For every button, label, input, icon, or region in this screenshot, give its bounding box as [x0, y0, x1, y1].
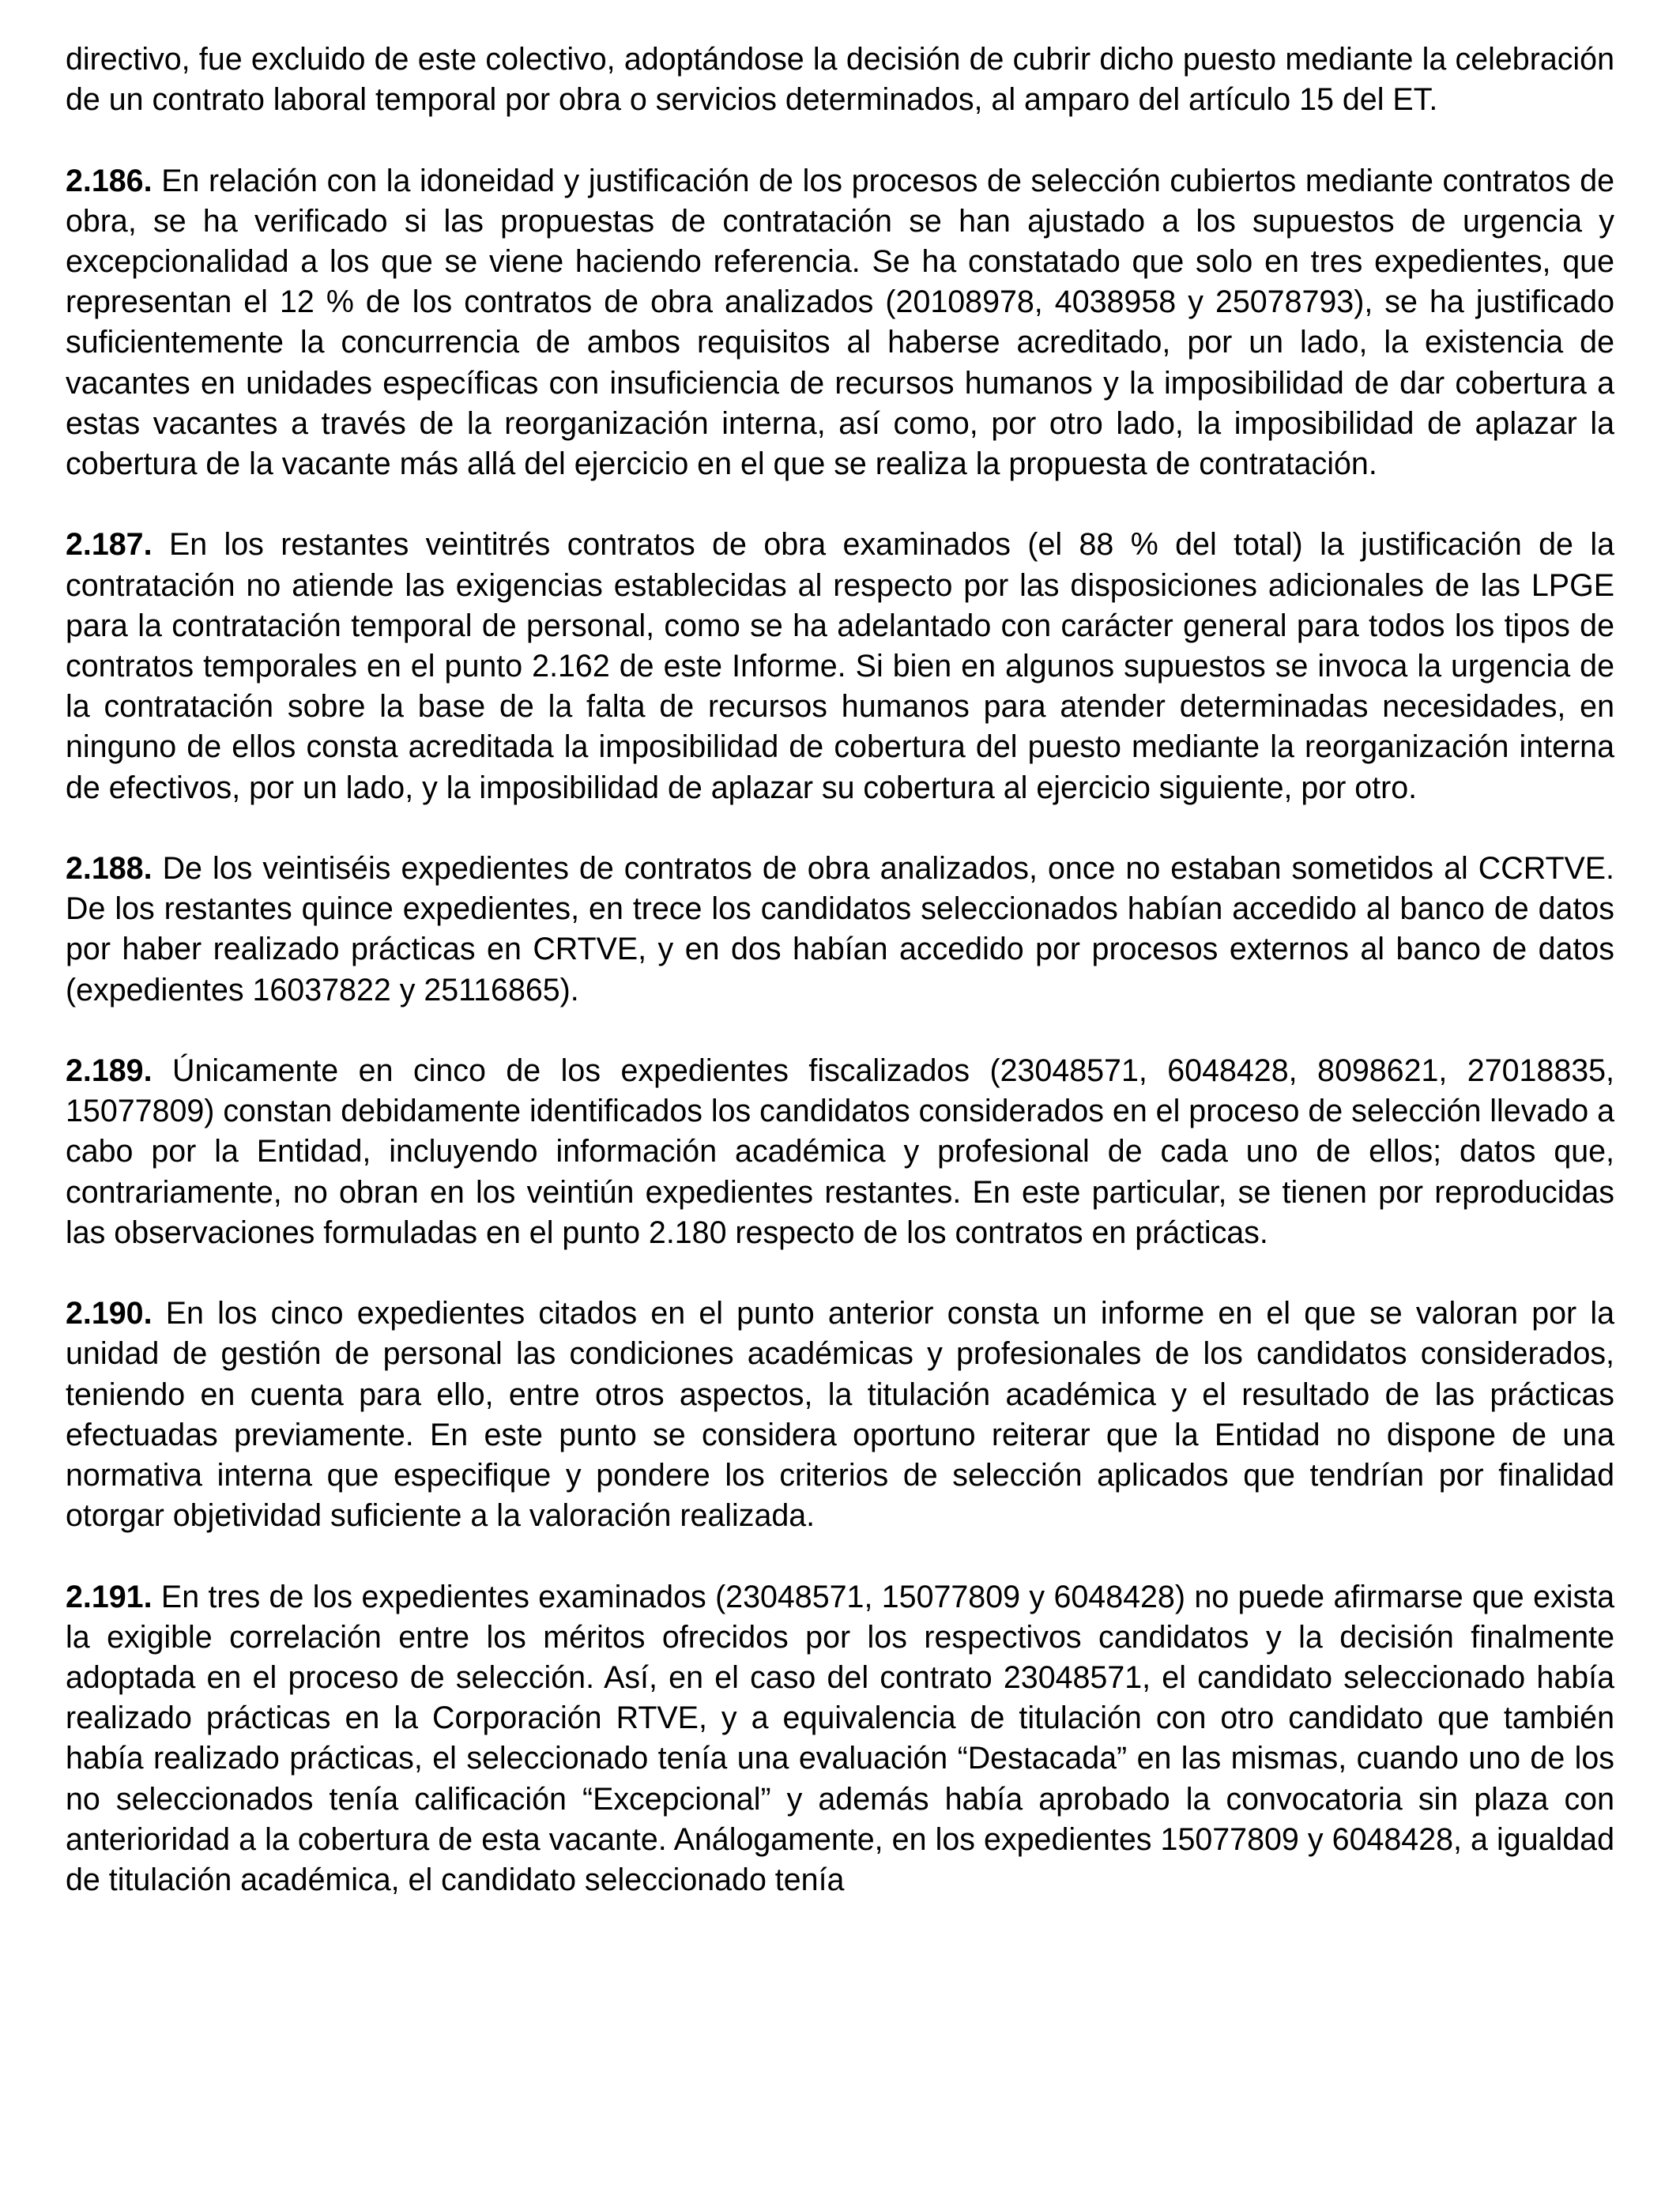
- paragraph-text: En relación con la idoneidad y justificación de los procesos de selección cubiertos mediante contratos de obra, se ha verificado si las propuestas de contratación se han ajustado a los supuestos de urgencia y excepcionalidad a los que se viene haciendo referencia. Se ha constatado que solo en tres expedientes, que representan el 12 % de los contratos de obra analizados (20108978, 4038958 y 25078793), se ha justificado suficientemente la concurrencia de ambos requisitos al haberse acreditado, por un lado, la existencia de vacantes en unidades específicas con insuficiencia de recursos humanos y la imposibilidad de dar cobertura a estas vacantes a través de la reorganización interna, así como, por otro lado, la imposibilidad de aplazar la cobertura de la vacante más allá del ejercicio en el que se realiza la propuesta de contratación.: [66, 163, 1615, 482]
- paragraph-2-187: [66, 525, 1614, 808]
- paragraph-2-191: [66, 1577, 1614, 1901]
- document-page: [66, 40, 1614, 1941]
- paragraph-2-188: [66, 849, 1614, 1011]
- paragraph-number: 2.188.: [66, 851, 153, 887]
- paragraph-2-186: [66, 161, 1614, 485]
- paragraph-text: directivo, fue excluido de este colectivo, adoptándose la decisión de cubrir dicho puesto mediante la celebración de un contrato laboral temporal por obra o servicios determinados, al amparo del artículo 15 del ET.: [66, 42, 1614, 118]
- paragraph-number: 2.187.: [66, 527, 153, 563]
- paragraph-text: En tres de los expedientes examinados (23048571, 15077809 y 6048428) no puede afirmarse que exista la exigible correlación entre los méritos ofrecidos por los respectivos candidatos y la decisión finalmente adoptada en el proceso de selección. Así, en el caso del contrato 23048571, el candidato seleccionado había realizado prácticas en la Corporación RTVE, y a equivalencia de titulación con otro candidato que también había realizado prácticas, el seleccionado tenía una evaluación “Destacada” en las mismas, cuando uno de los no seleccionados tenía calificación “Excepcional” y además había aprobado la convocatoria sin plaza con anterioridad a la cobertura de esta vacante. Análogamente, en los expedientes 15077809 y 6048428, a igualdad de titulación académica, el candidato seleccionado tenía: [66, 1579, 1614, 1898]
- paragraph-number: 2.186.: [66, 163, 153, 198]
- paragraph-number: 2.189.: [66, 1053, 153, 1089]
- paragraph-text: De los veintiséis expedientes de contratos de obra analizados, once no estaban sometidos al CCRTVE. De los restantes quince expedientes, en trece los candidatos seleccionados habían accedido al banco de datos por haber realizado prácticas en CRTVE, y en dos habían accedido por procesos externos al banco de datos (expedientes 16037822 y 25116865).: [66, 851, 1614, 1007]
- paragraph-text: Únicamente en cinco de los expedientes fiscalizados (23048571, 6048428, 8098621, 27018835, 15077809) constan debidamente identificados los candidatos considerados en el proceso de selección llevado a cabo por la Entidad, incluyendo información académica y profesional de cada uno de ellos; datos que, contrariamente, no obran en los veintiún expedientes restantes. En este particular, se tienen por reproducidas las observaciones formuladas en el punto 2.180 respecto de los contratos en prácticas.: [66, 1053, 1615, 1250]
- intro-paragraph: [66, 40, 1614, 120]
- paragraph-text: En los cinco expedientes citados en el punto anterior consta un informe en el que se valoran por la unidad de gestión de personal las condiciones académicas y profesionales de los candidatos considerados, teniendo en cuenta para ello, entre otros aspectos, la titulación académica y el resultado de las prácticas efectuadas previamente. En este punto se considera oportuno reiterar que la Entidad no dispone de una normativa interna que especifique y pondere los criterios de selección aplicados que tendrían por finalidad otorgar objetividad suficiente a la valoración realizada.: [66, 1296, 1614, 1534]
- paragraph-number: 2.191.: [66, 1579, 153, 1614]
- paragraph-text: En los restantes veintitrés contratos de obra examinados (el 88 % del total) la justificación de la contratación no atiende las exigencias establecidas al respecto por las disposiciones adicionales de las LPGE para la contratación temporal de personal, como se ha adelantado con carácter general para todos los tipos de contratos temporales en el punto 2.162 de este Informe. Si bien en algunos supuestos se invoca la urgencia de la contratación sobre la base de la falta de recursos humanos para atender determinadas necesidades, en ninguno de ellos consta acreditada la imposibilidad de cobertura del puesto mediante la reorganización interna de efectivos, por un lado, y la imposibilidad de aplazar su cobertura al ejercicio siguiente, por otro.: [66, 527, 1614, 805]
- paragraph-2-190: [66, 1294, 1614, 1536]
- paragraph-2-189: [66, 1051, 1614, 1253]
- paragraph-number: 2.190.: [66, 1296, 153, 1331]
